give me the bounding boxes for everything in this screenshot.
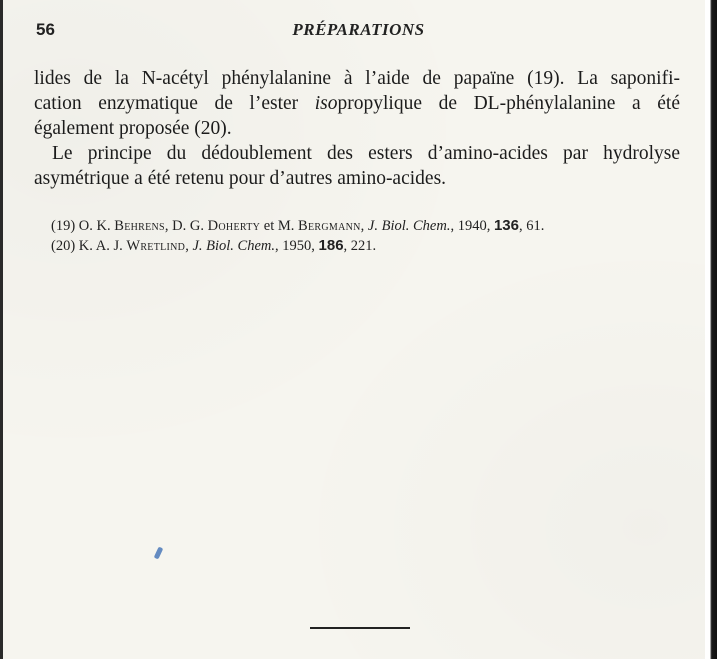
footnote-20 bbox=[51, 236, 681, 256]
paragraph-1-line-2 bbox=[34, 91, 680, 116]
citation-year: , 1940, bbox=[450, 218, 494, 234]
end-rule-divider bbox=[310, 627, 410, 629]
author-name: Wretlind bbox=[126, 238, 186, 254]
paragraph-1-line-1: lides de la N-acétyl phénylalanine à l’aide de papaïne (19). La saponifi- bbox=[34, 68, 680, 89]
citation-pages: , 61. bbox=[519, 218, 545, 234]
line-2-end: propylique de DL-phénylalanine a été bbox=[337, 93, 680, 114]
running-title-text: PRÉPARATIONS bbox=[292, 20, 425, 39]
paragraph-1-line-3: également proposée (20). bbox=[34, 118, 232, 139]
scan-edge-right bbox=[705, 0, 717, 659]
separator: , bbox=[360, 218, 368, 234]
footnote-number: (19) bbox=[51, 218, 76, 234]
page-number: 56 bbox=[36, 20, 55, 39]
citation-year: , 1950, bbox=[275, 238, 319, 254]
ink-mark bbox=[154, 547, 164, 560]
footnote-number: (20) bbox=[51, 238, 76, 254]
author-name: Bergmann bbox=[298, 218, 361, 234]
footnote-19 bbox=[51, 216, 681, 236]
scan-edge-left bbox=[0, 0, 3, 659]
author-initials: , D. G. bbox=[164, 218, 208, 234]
paragraph-2-line-2: asymétrique a été retenu pour d’autres amino-acides. bbox=[34, 168, 447, 189]
journal-name: J. Biol. Chem. bbox=[367, 218, 451, 234]
body-text bbox=[34, 66, 680, 191]
citation-volume: 186 bbox=[318, 237, 344, 254]
author-initials: O. K. bbox=[78, 218, 115, 234]
running-title bbox=[0, 20, 717, 40]
footnotes bbox=[51, 216, 681, 256]
citation-volume: 136 bbox=[493, 217, 519, 234]
separator: , bbox=[185, 238, 193, 254]
author-name: Behrens bbox=[114, 218, 165, 234]
author-initials: K. A. J. bbox=[78, 238, 127, 254]
author-initials: et M. bbox=[260, 218, 299, 234]
author-name: Doherty bbox=[207, 218, 261, 234]
iso-italic: iso bbox=[314, 93, 338, 114]
journal-name: J. Biol. Chem. bbox=[192, 238, 276, 254]
paragraph-2-line-1: Le principe du dédoublement des esters d’amino-acides par hydrolyse bbox=[52, 143, 680, 164]
citation-pages: , 221. bbox=[343, 238, 377, 254]
line-2-start: cation enzymatique de l’ester bbox=[34, 93, 315, 114]
